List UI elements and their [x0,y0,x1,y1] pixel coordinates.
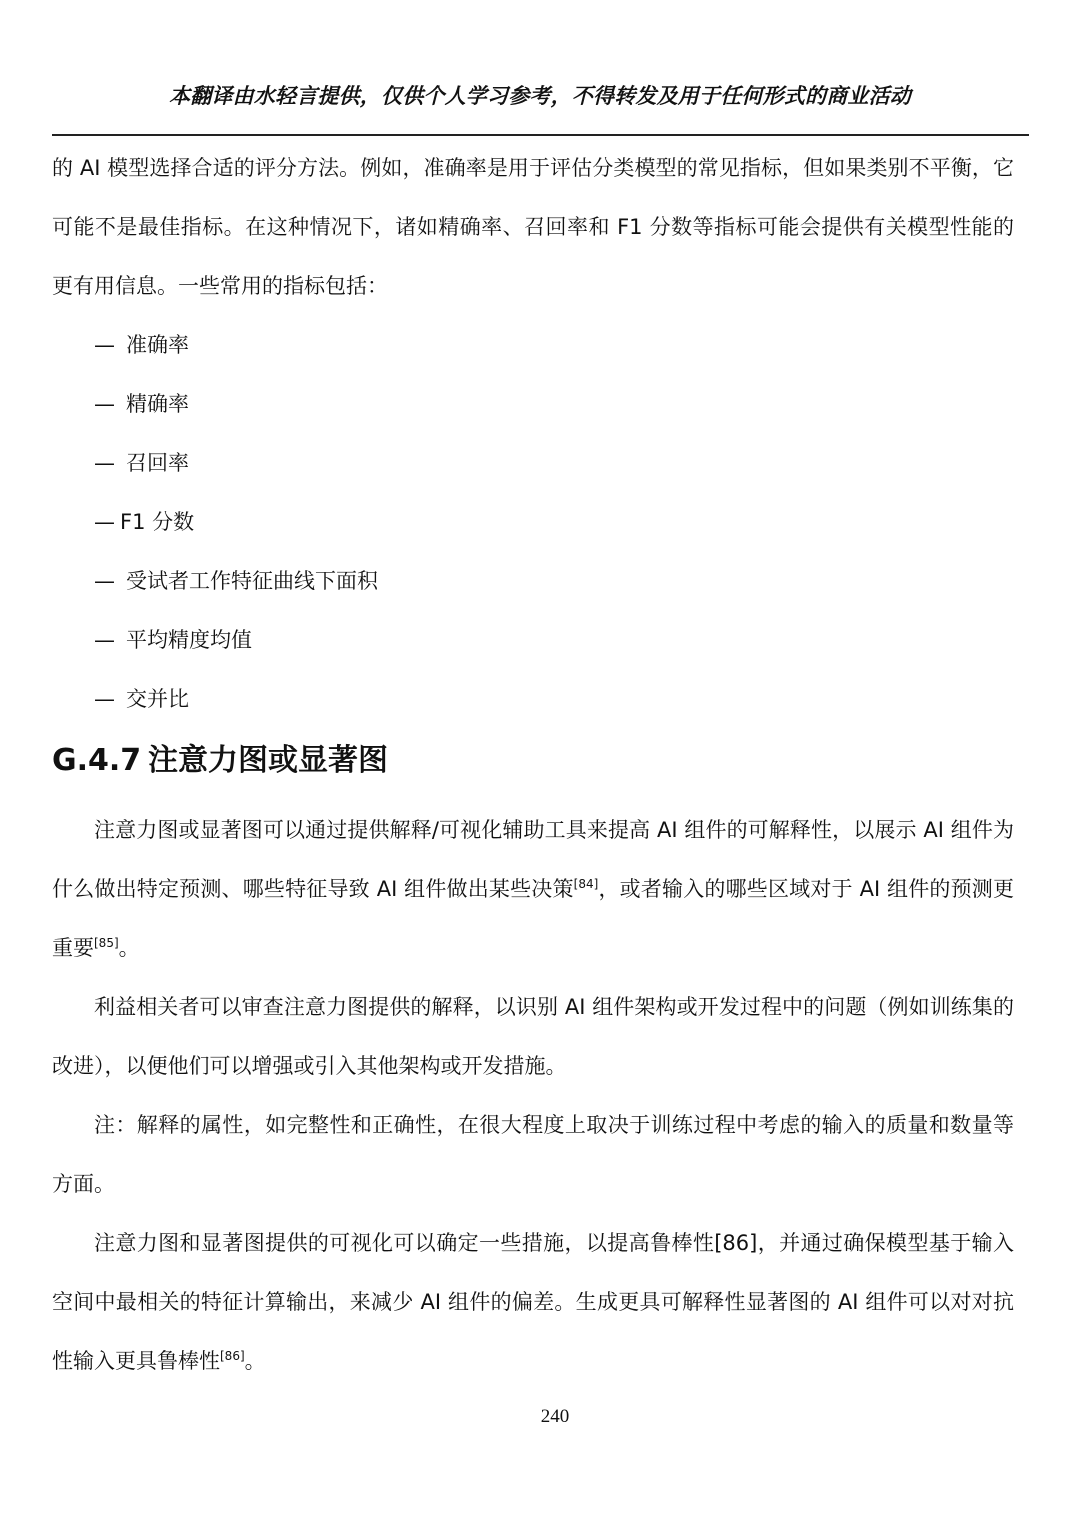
metrics-list [52,316,1014,729]
list-item-label: 召回率 [126,451,189,475]
section-title: 注意力图或显著图 [148,743,388,778]
list-item [52,493,1014,552]
paragraph-text: 。 [118,936,140,960]
list-item-label: 精确率 [126,392,189,416]
paragraph-text: ，或者输入的哪些区域对于 AI 组件的预测更重要 [52,877,1014,960]
dash-bullet: — [94,333,115,357]
list-item-label: 交并比 [126,687,189,711]
dash-bullet: — [94,510,115,534]
body-paragraph: 利益相关者可以审查注意力图提供的解释，以识别 AI 组件架构或开发过程中的问题（例如训练集的改进），以便他们可以增强或引入其他架构或开发措施。 [52,995,1014,1078]
list-item [52,552,1014,611]
citation-ref: [85] [94,936,119,950]
body-paragraph [52,801,1014,978]
citation-ref: [86] [220,1349,245,1363]
paragraph-text: 。 [244,1349,266,1373]
citation-ref: [84] [573,877,599,891]
list-item-label: 平均精度均值 [126,628,252,652]
dash-bullet: — [94,628,115,652]
list-item-label: 准确率 [126,333,189,357]
dash-bullet: — [94,451,115,475]
list-item [52,611,1014,670]
section-heading [52,733,1014,789]
dash-bullet: — [94,687,115,711]
list-item [52,316,1014,375]
note-paragraph: 注：解释的属性，如完整性和正确性，在很大程度上取决于训练过程中考虑的输入的质量和数量等方面。 [52,1113,1014,1196]
page-number: 240 [540,1406,570,1427]
paragraph-text: 注意力图或显著图可以通过提供解释/可视化辅助工具来提高 AI 组件的可解释性，以展示 AI 组件为什么做出特定预测、哪些特征导致 AI 组件做出某些决策 [52,818,1014,901]
page-body [52,139,1014,1391]
paragraph-text: 注意力图和显著图提供的可视化可以确定一些措施，以提高鲁棒性[86]，并通过确保模型基于输入空间中最相关的特征计算输出，来减少 AI 组件的偏差。生成更具可解释性显著图的 AI 组件可以对对抗性输入更具鲁棒性 [52,1231,1014,1373]
list-item-label: 受试者工作特征曲线下面积 [126,569,378,593]
translation-disclaimer-header: 本翻译由水轻言提供，仅供个人学习参考，不得转发及用于任何形式的商业活动 [169,84,911,108]
body-paragraph [52,1214,1014,1391]
dash-bullet: — [94,392,115,416]
list-item-label: F1 分数 [120,510,195,534]
list-item [52,670,1014,729]
header-divider [52,134,1029,136]
section-number: G.4.7 [52,743,142,778]
intro-paragraph: 的 AI 模型选择合适的评分方法。例如，准确率是用于评估分类模型的常见指标，但如果类别不平衡，它可能不是最佳指标。在这种情况下，诸如精确率、召回率和 F1 分数等指标可能会提供有关模型性能的更有用信息。一些常用的指标包括： [52,156,1014,298]
dash-bullet: — [94,569,115,593]
list-item [52,434,1014,493]
list-item [52,375,1014,434]
